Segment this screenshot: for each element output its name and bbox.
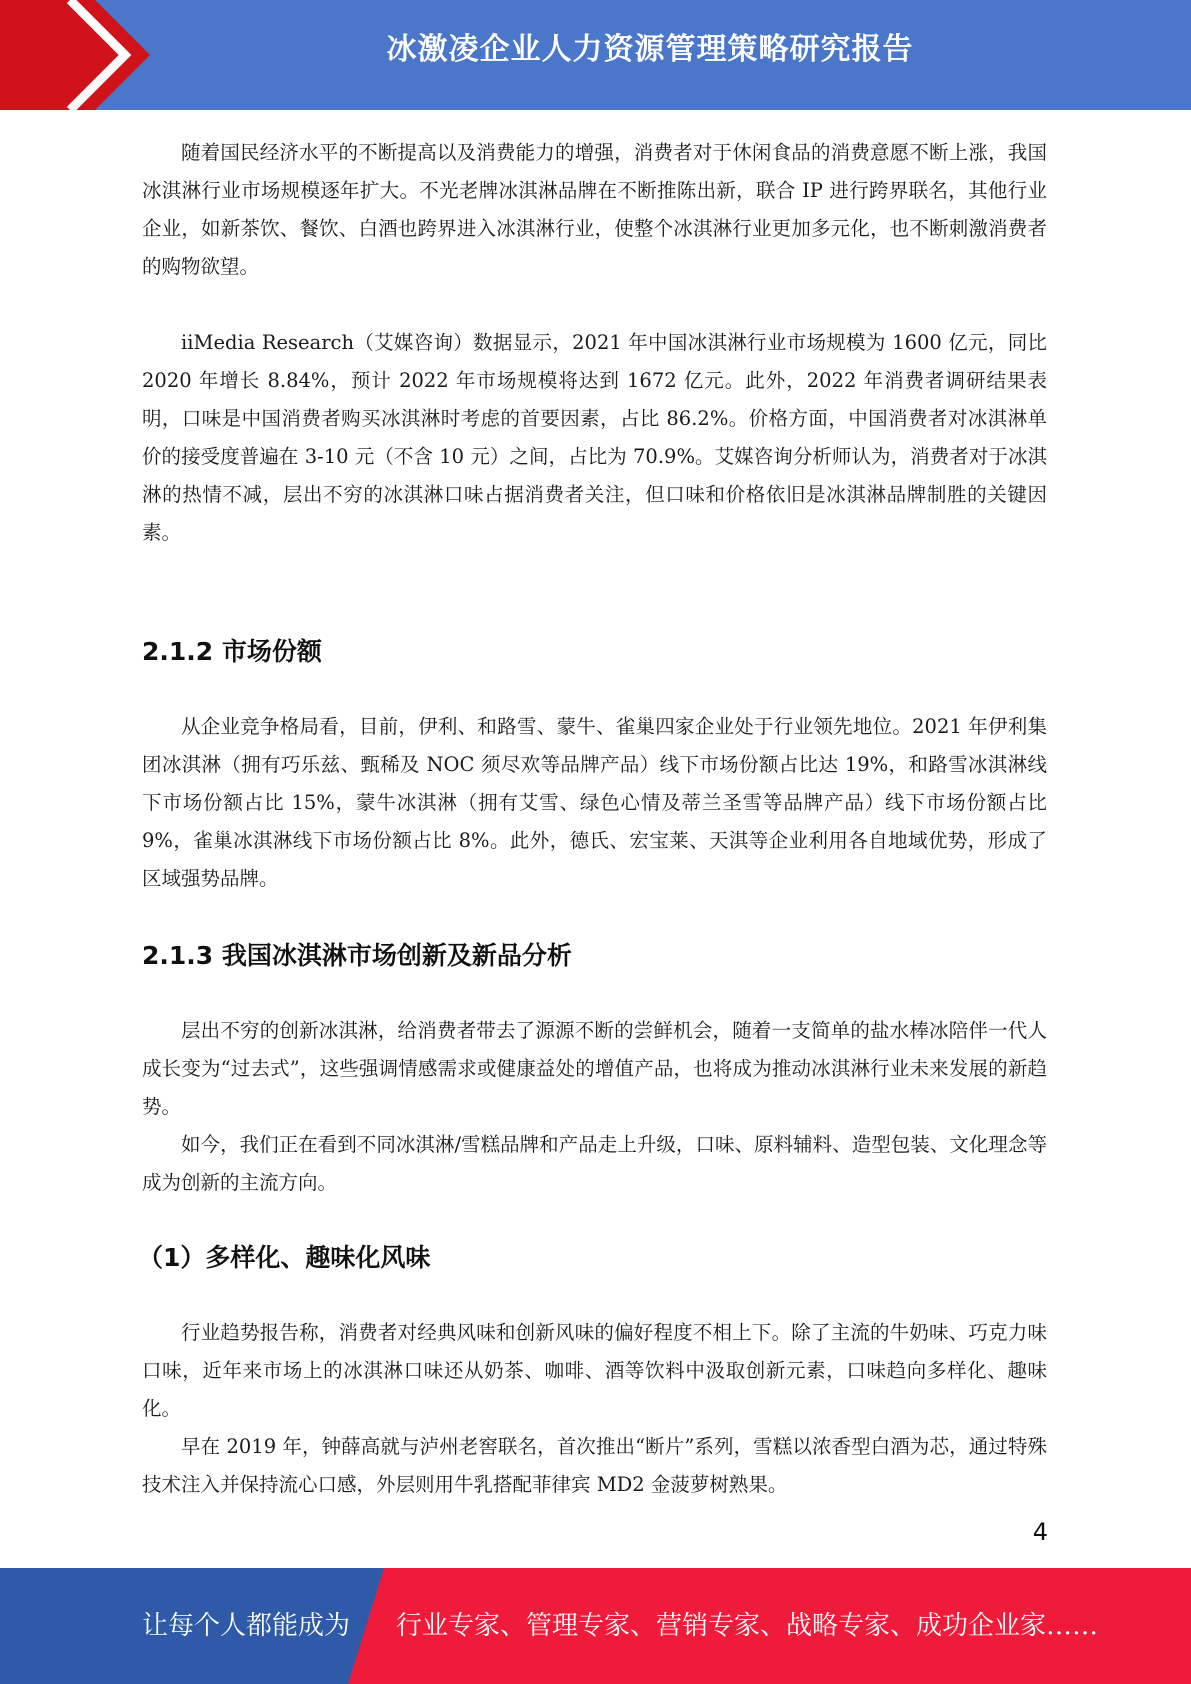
paragraph-innovation: 层出不穷的创新冰淇淋，给消费者带去了源源不断的尝鲜机会，随着一支简单的盐水棒冰陪伴一代人成长变为“过去式”，这些强调情感需求或健康益处的增值产品，也将成为推动冰淇淋行业未来发展的新趋势。 bbox=[142, 1019, 1047, 1118]
paragraph-market-share: 从企业竞争格局看，目前，伊利、和路雪、蒙牛、雀巢四家企业处于行业领先地位。2021 年伊利集团冰淇淋（拥有巧乐兹、甄稀及 NOC 须尽欢等品牌产品）线下市场份额占比达 19%，和路雪冰淇淋线下市场份额占比 15%，蒙牛冰淇淋（拥有艾雪、绿色心情及蒂兰圣雪等品牌产品）线下市场份额占比 9%，雀巢冰淇淋线下市场份额占比 8%。此外，德氏、宏宝莱、天淇等企业利用各自地域优势，形成了区域强势品牌。 bbox=[142, 715, 1047, 890]
paragraph-market-growth: 随着国民经济水平的不断提高以及消费能力的增强，消费者对于休闲食品的消费意愿不断上涨，我国冰淇淋行业市场规模逐年扩大。不光老牌冰淇淋品牌在不断推陈出新，联合 IP 进行跨界联名，其他行业企业，如新茶饮、餐饮、白酒也跨界进入冰淇淋行业，使整个冰淇淋行业更加多元化，也不断刺激消费者的购物欲望。 bbox=[142, 141, 1047, 278]
main-content bbox=[138, 134, 1047, 1504]
footer-slogan-left: 让每个人都能成为 bbox=[142, 1611, 351, 1641]
header-band bbox=[0, 0, 1191, 110]
heading-market-share: 2.1.2 市场份额 bbox=[142, 637, 322, 666]
page-number: 4 bbox=[1032, 1518, 1048, 1546]
heading-flavor-diversity: （1）多样化、趣味化风味 bbox=[138, 1243, 431, 1272]
document-title: 冰激凌企业人力资源管理策略研究报告 bbox=[386, 32, 914, 67]
footer-band bbox=[0, 1568, 1191, 1684]
paragraph-flavor-trend: 行业趋势报告称，消费者对经典风味和创新风味的偏好程度不相上下。除了主流的牛奶味、巧克力味口味，近年来市场上的冰淇淋口味还从奶茶、咖啡、酒等饮料中汲取创新元素，口味趋向多样化、趣味化。 bbox=[142, 1321, 1047, 1420]
heading-innovation-analysis: 2.1.3 我国冰淇淋市场创新及新品分析 bbox=[142, 941, 572, 970]
header-red-arrow-decoration bbox=[0, 0, 150, 110]
paragraph-imedia-data: iiMedia Research（艾媒咨询）数据显示，2021 年中国冰淇淋行业市场规模为 1600 亿元，同比 2020 年增长 8.84%，预计 2022 年市场规模将达到 1672 亿元。此外，2022 年消费者调研结果表明，口味是中国消费者购买冰淇淋时考虑的首要因素，占比 86.2%。价格方面，中国消费者对冰淇淋单价的接受度普遍在 3-10 元（不含 10 元）之间，占比为 70.9%。艾媒咨询分析师认为，消费者对于冰淇淋的热情不减，层出不穷的冰淇淋口味占据消费者关注，但口味和价格依旧是冰淇淋品牌制胜的关键因素。 bbox=[142, 331, 1047, 544]
paragraph-upgrade: 如今，我们正在看到不同冰淇淋/雪糕品牌和产品走上升级，口味、原料辅料、造型包装、文化理念等成为创新的主流方向。 bbox=[142, 1133, 1047, 1194]
paragraph-zhongxuegao: 早在 2019 年，钟薛高就与泸州老窖联名，首次推出“断片”系列，雪糕以浓香型白酒为芯，通过特殊技术注入并保持流心口感，外层则用牛乳搭配菲律宾 MD2 金菠萝树熟果。 bbox=[142, 1435, 1047, 1496]
footer-slogan-right: 行业专家、管理专家、营销专家、战略专家、成功企业家…… bbox=[396, 1611, 1099, 1641]
